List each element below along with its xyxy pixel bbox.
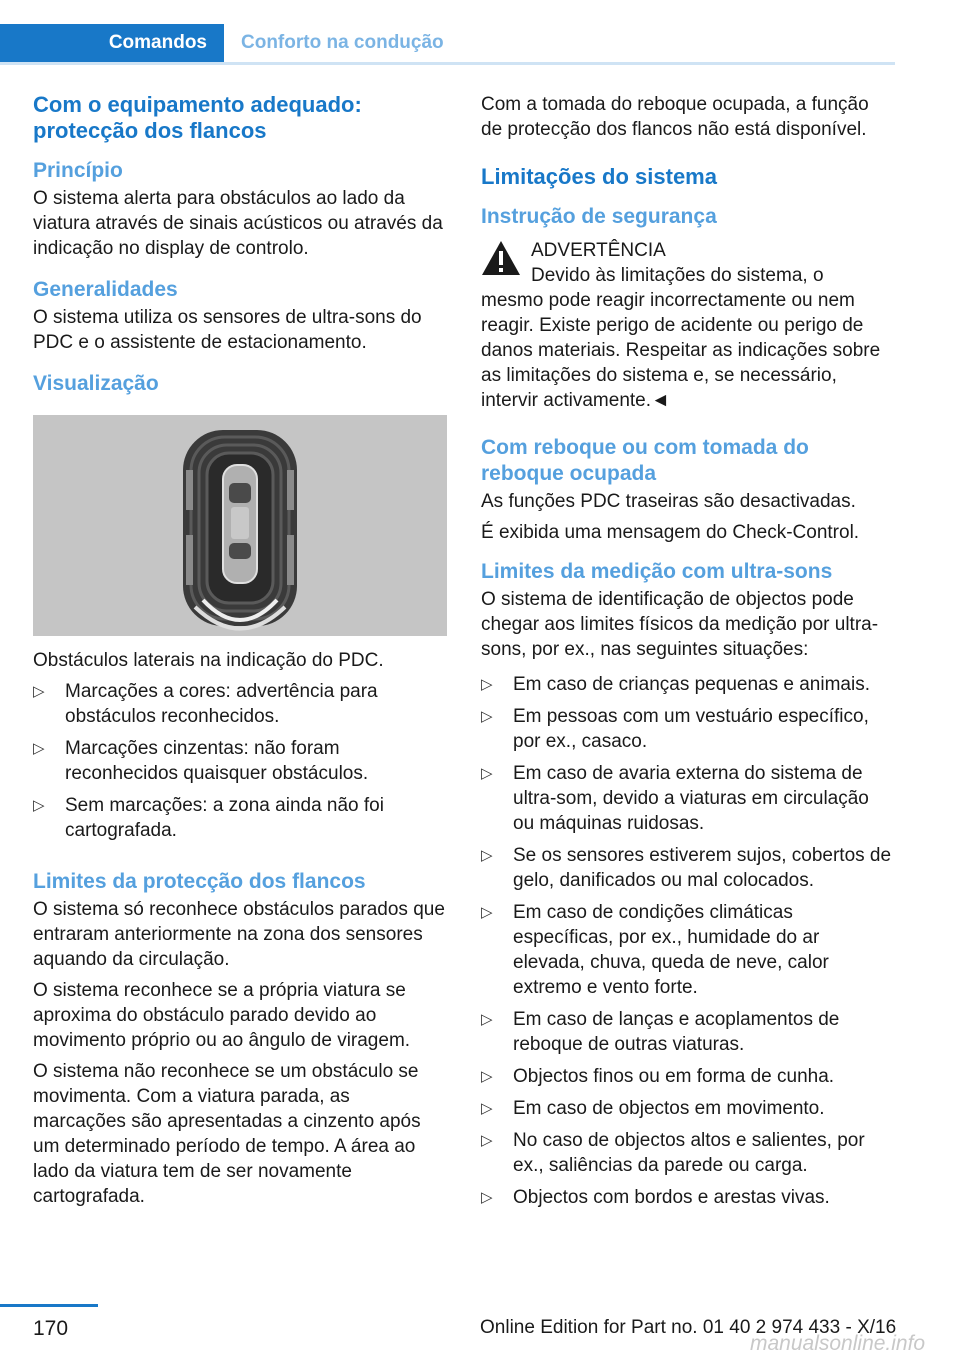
list-item: ▷ Em caso de crianças pequenas e animais. (481, 674, 870, 695)
limites-text-3: O sistema não reconhece se um obstáculo se movimenta. Com a viatura parada, as marcações são apresentadas a cinzento após um determinado período de tempo. A área ao lado da viatura tem de ser novamente cartografada. (33, 1061, 421, 1207)
warning-body: mesmo pode reagir incorrectamente ou nem reagir. Existe perigo de acidente ou perigo de danos materiais. Respeitar as indicações sobre as limitações do sistema e, se necessário, intervir activamente.◄ (481, 290, 881, 411)
list-item: ▷ No caso de objectos altos e salientes, por ex., saliências da parede ou carga. (481, 1130, 865, 1176)
page-number: 170 (33, 1317, 69, 1340)
heading-visualizacao: Visualização (33, 372, 159, 395)
bullet-triangle-icon: ▷ (481, 847, 493, 864)
watermark: manualsonline.info (750, 1332, 926, 1355)
bullet-triangle-icon: ▷ (481, 676, 493, 693)
bullet-triangle-icon: ▷ (481, 708, 493, 725)
pdc-display-image (33, 415, 447, 636)
bullet-triangle-icon: ▷ (33, 683, 45, 700)
list-item: ▷ Em caso de avaria externa do sistema de ultra-som, devido a viaturas em circulação ou máquinas ruidosas. (481, 763, 869, 834)
edition-footer: Online Edition for Part no. 01 40 2 974 433 - X/16 (480, 1317, 897, 1338)
list-item: ▷ Sem marcações: a zona ainda não foi cartografada. (33, 795, 384, 841)
reboque-text-1: As funções PDC traseiras são desactivadas. (481, 491, 856, 512)
bullet-triangle-icon: ▷ (33, 740, 45, 757)
list-item: ▷ Objectos com bordos e arestas vivas. (481, 1187, 830, 1208)
principio-text: O sistema alerta para obstáculos ao lado da viatura através de sinais acústicos ou através da indicação no display de controlo. (33, 188, 443, 259)
list-item: ▷ Marcações a cores: advertência para obstáculos reconhecidos. (33, 681, 378, 727)
bullet-triangle-icon: ▷ (481, 765, 493, 782)
heading-limitacoes: Limitações do sistema (481, 164, 717, 189)
bullet-triangle-icon: ▷ (481, 904, 493, 921)
list-item: ▷ Em pessoas com um vestuário específico, por ex., casaco. (481, 706, 869, 752)
heading-reboque: Com reboque ou com tomada do reboque ocupada (481, 436, 809, 485)
list-item: ▷ Marcações cinzentas: não foram reconhecidos quaisquer obstáculos. (33, 738, 369, 784)
warning-line-1: Devido às limitações do sistema, o (531, 265, 824, 286)
limites-text-2: O sistema reconhece se a própria viatura se aproxima do obstáculo parado devido ao movimento próprio ou ao ângulo de viragem. (33, 980, 411, 1051)
tab-conforto-na-conducao[interactable]: Conforto na condução (241, 32, 444, 53)
warning-triangle-icon (481, 240, 521, 276)
pdc-car-illustration (33, 415, 447, 636)
warning-block (481, 238, 895, 413)
generalidades-text: O sistema utiliza os sensores de ultra-sons do PDC e o assistente de estacionamento. (33, 307, 422, 353)
heading-limites-ultra-sons: Limites da medição com ultra-sons (481, 560, 833, 583)
list-item: ▷ Em caso de objectos em movimento. (481, 1098, 825, 1119)
list-item: ▷ Em caso de condições climáticas específicas, por ex., humidade do ar elevada, chuva, queda de neve, calor extremo e vento forte. (481, 902, 829, 998)
right-column (481, 92, 895, 1217)
list-item: ▷ Se os sensores estiverem sujos, cobertos de gelo, danificados ou mal colocados. (481, 845, 892, 891)
bullet-triangle-icon: ▷ (481, 1189, 493, 1206)
warning-title: ADVERTÊNCIA (531, 240, 666, 261)
reboque-text-2: É exibida uma mensagem do Check-Control. (481, 522, 860, 543)
footer-divider (0, 1304, 98, 1307)
left-column (33, 92, 447, 1215)
bullet-triangle-icon: ▷ (481, 1100, 493, 1117)
trailer-socket-text: Com a tomada do reboque ocupada, a função de protecção dos flancos não está disponível. (481, 94, 869, 140)
list-item: ▷ Em caso de lanças e acoplamentos de reboque de outras viaturas. (481, 1009, 840, 1055)
ultra-sons-text: O sistema de identificação de objectos pode chegar aos limites físicos da medição por ultra-sons, por ex., nas seguintes situações: (481, 589, 879, 660)
heading-principio: Princípio (33, 159, 123, 182)
section-title: Com o equipamento adequado: protecção dos flancos (33, 92, 362, 143)
tab-comandos[interactable]: Comandos (0, 24, 224, 62)
heading-limites-proteccao: Limites da protecção dos flancos (33, 870, 366, 893)
bullet-triangle-icon: ▷ (481, 1132, 493, 1149)
bullet-triangle-icon: ▷ (481, 1011, 493, 1028)
list-item: ▷ Objectos finos ou em forma de cunha. (481, 1066, 835, 1087)
figure-caption: Obstáculos laterais na indicação do PDC. (33, 650, 384, 671)
bullet-triangle-icon: ▷ (33, 797, 45, 814)
markings-list (33, 679, 447, 843)
heading-generalidades: Generalidades (33, 278, 178, 301)
ultra-sons-list (481, 672, 895, 1210)
bullet-triangle-icon: ▷ (481, 1068, 493, 1085)
header-tabs (0, 24, 895, 65)
limites-text-1: O sistema só reconhece obstáculos parados que entraram anteriormente na zona dos sensores aquando da circulação. (33, 899, 445, 970)
heading-instrucao-seguranca: Instrução de segurança (481, 205, 717, 228)
